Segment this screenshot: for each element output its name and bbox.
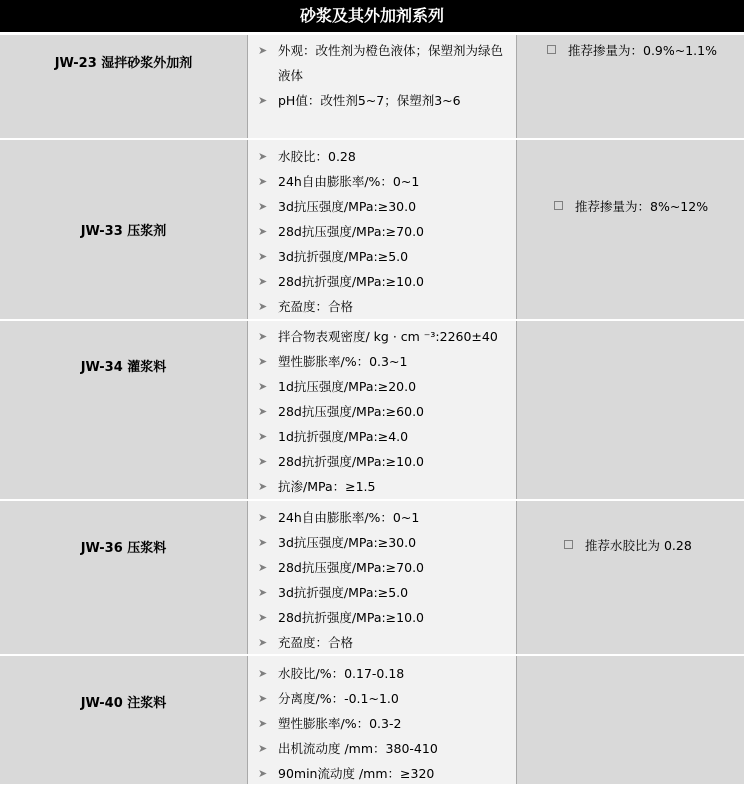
recommend-cell (517, 656, 744, 784)
recommend-note (547, 42, 717, 60)
product-name: JW-23 湿拌砂浆外加剂 (54, 56, 193, 71)
spec-item (258, 686, 512, 711)
spec-item (258, 505, 512, 530)
spec-text: 3d抗压强度/MPa:≥30.0 (278, 199, 417, 214)
spec-item (258, 269, 512, 294)
spec-text: 1d抗压强度/MPa:≥20.0 (278, 379, 417, 394)
arrow-bullet-icon: ➤ (258, 380, 268, 393)
spec-text: 塑性膨胀率/%：0.3-2 (278, 716, 402, 731)
recommend-text: 推荐掺量为：0.9%~1.1% (568, 43, 717, 58)
product-name-cell (0, 656, 248, 784)
spec-text: 充盈度：合格 (278, 635, 354, 650)
spec-item (258, 605, 512, 630)
spec-item (258, 530, 512, 555)
spec-item (258, 580, 512, 605)
arrow-bullet-icon: ➤ (258, 455, 268, 468)
spec-item (258, 474, 512, 499)
arrow-bullet-icon: ➤ (258, 275, 268, 288)
square-bullet-icon (564, 540, 573, 549)
spec-item (258, 449, 512, 474)
product-name-cell (0, 501, 248, 654)
product-name-cell (0, 35, 248, 138)
spec-item (258, 219, 512, 244)
arrow-bullet-icon: ➤ (258, 300, 268, 313)
arrow-bullet-icon: ➤ (258, 175, 268, 188)
spec-item (258, 194, 512, 219)
arrow-bullet-icon: ➤ (258, 150, 268, 163)
arrow-bullet-icon: ➤ (258, 480, 268, 493)
spec-item (258, 630, 512, 655)
spec-text: 外观：改性剂为橙色液体；保塑剂为绿色液体 (278, 43, 504, 83)
specs-cell (248, 656, 517, 784)
arrow-bullet-icon: ➤ (258, 586, 268, 599)
product-name: JW-33 压浆剂 (80, 224, 167, 239)
spec-item (258, 324, 512, 349)
spec-text: 3d抗压强度/MPa:≥30.0 (278, 535, 417, 550)
specs-cell (248, 140, 517, 319)
spec-text: 24h自由膨胀率/%：0~1 (278, 510, 420, 525)
recommend-note (554, 198, 708, 216)
spec-item (258, 374, 512, 399)
recommend-text: 推荐掺量为：8%~12% (575, 199, 709, 214)
square-bullet-icon (547, 45, 556, 54)
arrow-bullet-icon: ➤ (258, 94, 268, 107)
arrow-bullet-icon: ➤ (258, 250, 268, 263)
spec-item (258, 38, 512, 88)
product-row-jw34 (0, 321, 744, 499)
product-name-cell (0, 321, 248, 499)
arrow-bullet-icon: ➤ (258, 561, 268, 574)
arrow-bullet-icon: ➤ (258, 44, 268, 57)
arrow-bullet-icon: ➤ (258, 667, 268, 680)
spec-item (258, 144, 512, 169)
arrow-bullet-icon: ➤ (258, 330, 268, 343)
recommend-cell (517, 140, 744, 319)
spec-item (258, 761, 512, 786)
specs-cell (248, 321, 517, 499)
recommend-cell (517, 321, 744, 499)
product-name: JW-36 压浆料 (80, 541, 167, 556)
spec-text: 分离度/%：-0.1~1.0 (278, 691, 399, 706)
spec-text: 充盈度：合格 (278, 299, 354, 314)
recommend-cell (517, 35, 744, 138)
arrow-bullet-icon: ➤ (258, 717, 268, 730)
spec-text: pH值：改性剂5~7；保塑剂3~6 (278, 93, 461, 108)
arrow-bullet-icon: ➤ (258, 405, 268, 418)
spec-item (258, 736, 512, 761)
spec-item (258, 711, 512, 736)
product-row-jw33 (0, 140, 744, 319)
spec-item (258, 555, 512, 580)
spec-text: 28d抗折强度/MPa:≥10.0 (278, 454, 424, 469)
table-title: 砂浆及其外加剂系列 (0, 0, 744, 33)
spec-item (258, 399, 512, 424)
product-name-cell (0, 140, 248, 319)
arrow-bullet-icon: ➤ (258, 511, 268, 524)
specs-cell (248, 501, 517, 654)
spec-text: 水胶比/%：0.17-0.18 (278, 666, 405, 681)
arrow-bullet-icon: ➤ (258, 430, 268, 443)
spec-text: 出机流动度 /mm：380-410 (278, 741, 438, 756)
product-row-jw36 (0, 501, 744, 654)
spec-item (258, 424, 512, 449)
spec-text: 塑性膨胀率/%：0.3~1 (278, 354, 408, 369)
spec-item (258, 349, 512, 374)
arrow-bullet-icon: ➤ (258, 611, 268, 624)
spec-text: 3d抗折强度/MPa:≥5.0 (278, 585, 409, 600)
spec-text: 24h自由膨胀率/%：0~1 (278, 174, 420, 189)
spec-item (258, 244, 512, 269)
product-name: JW-40 注浆料 (80, 696, 167, 711)
spec-text: 抗渗/MPa：≥1.5 (278, 479, 376, 494)
product-row-jw40 (0, 656, 744, 784)
spec-text: 28d抗折强度/MPa:≥10.0 (278, 610, 424, 625)
arrow-bullet-icon: ➤ (258, 636, 268, 649)
arrow-bullet-icon: ➤ (258, 742, 268, 755)
arrow-bullet-icon: ➤ (258, 767, 268, 780)
spec-text: 拌合物表观密度/ kg · cm ⁻³:2260±40 (278, 329, 498, 344)
product-row-jw23 (0, 35, 744, 138)
spec-item (258, 88, 512, 113)
spec-text: 90min流动度 /mm：≥320 (278, 766, 435, 781)
recommend-text: 推荐水胶比为 0.28 (585, 538, 692, 553)
spec-text: 28d抗折强度/MPa:≥10.0 (278, 274, 424, 289)
spec-item (258, 294, 512, 319)
spec-text: 28d抗压强度/MPa:≥60.0 (278, 404, 424, 419)
recommend-note (564, 537, 692, 555)
spec-item (258, 661, 512, 686)
spec-text: 1d抗折强度/MPa:≥4.0 (278, 429, 409, 444)
arrow-bullet-icon: ➤ (258, 355, 268, 368)
spec-text: 28d抗压强度/MPa:≥70.0 (278, 224, 424, 239)
specs-cell (248, 35, 517, 138)
spec-text: 3d抗折强度/MPa:≥5.0 (278, 249, 409, 264)
spec-text: 28d抗压强度/MPa:≥70.0 (278, 560, 424, 575)
arrow-bullet-icon: ➤ (258, 536, 268, 549)
recommend-cell (517, 501, 744, 654)
arrow-bullet-icon: ➤ (258, 225, 268, 238)
arrow-bullet-icon: ➤ (258, 200, 268, 213)
spec-item (258, 169, 512, 194)
spec-text: 水胶比：0.28 (278, 149, 356, 164)
arrow-bullet-icon: ➤ (258, 692, 268, 705)
square-bullet-icon (554, 201, 563, 210)
product-name: JW-34 灌浆料 (80, 360, 167, 375)
